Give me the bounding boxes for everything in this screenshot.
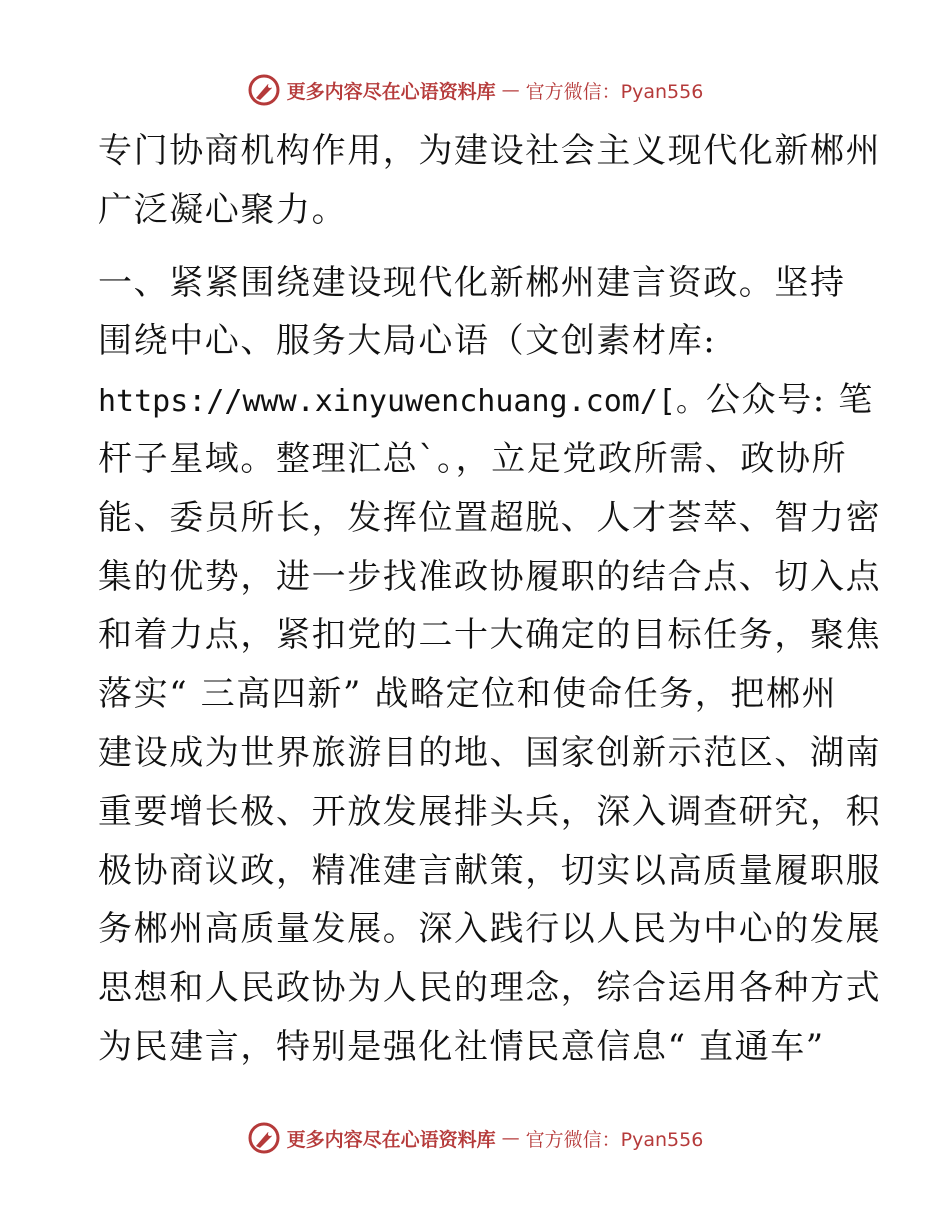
body-line: 落实“ 三高四新” 战略定位和使命任务，把郴州 bbox=[98, 674, 838, 715]
footer-wechat-text: 官方微信：Pyan556 bbox=[525, 1128, 704, 1151]
footer-separator: — bbox=[501, 1127, 520, 1149]
body-line: 和着力点，紧扣党的二十大确定的目标任务，聚焦 bbox=[98, 615, 882, 656]
body-line-url bbox=[98, 371, 874, 430]
body-line: 思想和人民政协为人民的理念，综合运用各种方式 bbox=[98, 968, 882, 1009]
body-line: 围绕中心、服务大局心语（文创素材库: bbox=[98, 321, 717, 362]
footer-banner bbox=[0, 1118, 950, 1158]
url-text: https://www.xinyuwenchuang.com/[。 bbox=[98, 384, 706, 420]
body-line: 为民建言，特别是强化社情民意信息“ 直通车” bbox=[98, 1026, 825, 1067]
body-line: 建设成为世界旅游目的地、国家创新示范区、湖南 bbox=[98, 732, 882, 773]
body-line: 务郴州高质量发展。深入践行以人民为中心的发展 bbox=[98, 909, 882, 950]
header-wechat-text: 官方微信：Pyan556 bbox=[525, 80, 704, 103]
body-line: 杆子星域。整理汇总`。，立足党政所需、政协所 bbox=[98, 438, 848, 479]
pen-nib-logo-icon bbox=[247, 1121, 281, 1155]
body-line: 一、紧紧围绕建设现代化新郴州建言资政。坚持 bbox=[98, 262, 846, 303]
body-line: 专门协商机构作用，为建设社会主义现代化新郴州 bbox=[98, 131, 882, 171]
body-line: 能、委员所长，发挥位置超脱、人才荟萃、智力密 bbox=[98, 497, 882, 538]
body-line: 重要增长极、开放发展排头兵，深入调查研究，积 bbox=[98, 791, 882, 832]
body-line: 极协商议政，精准建言献策，切实以高质量履职服 bbox=[98, 850, 882, 891]
document-body bbox=[98, 122, 882, 1077]
header-site-text: 更多内容尽在心语资料库 bbox=[286, 80, 496, 103]
body-line: 广泛凝心聚力。 bbox=[98, 189, 348, 230]
body-line: 集的优势，进一步找准政协履职的结合点、切入点 bbox=[98, 556, 882, 597]
footer-site-text: 更多内容尽在心语资料库 bbox=[286, 1128, 496, 1151]
header-separator: — bbox=[501, 79, 520, 101]
pen-nib-logo-icon bbox=[247, 73, 281, 107]
paragraph-gap bbox=[98, 240, 858, 254]
url-suffix-text: 公众号: 笔 bbox=[705, 380, 874, 421]
header-banner bbox=[0, 70, 950, 110]
